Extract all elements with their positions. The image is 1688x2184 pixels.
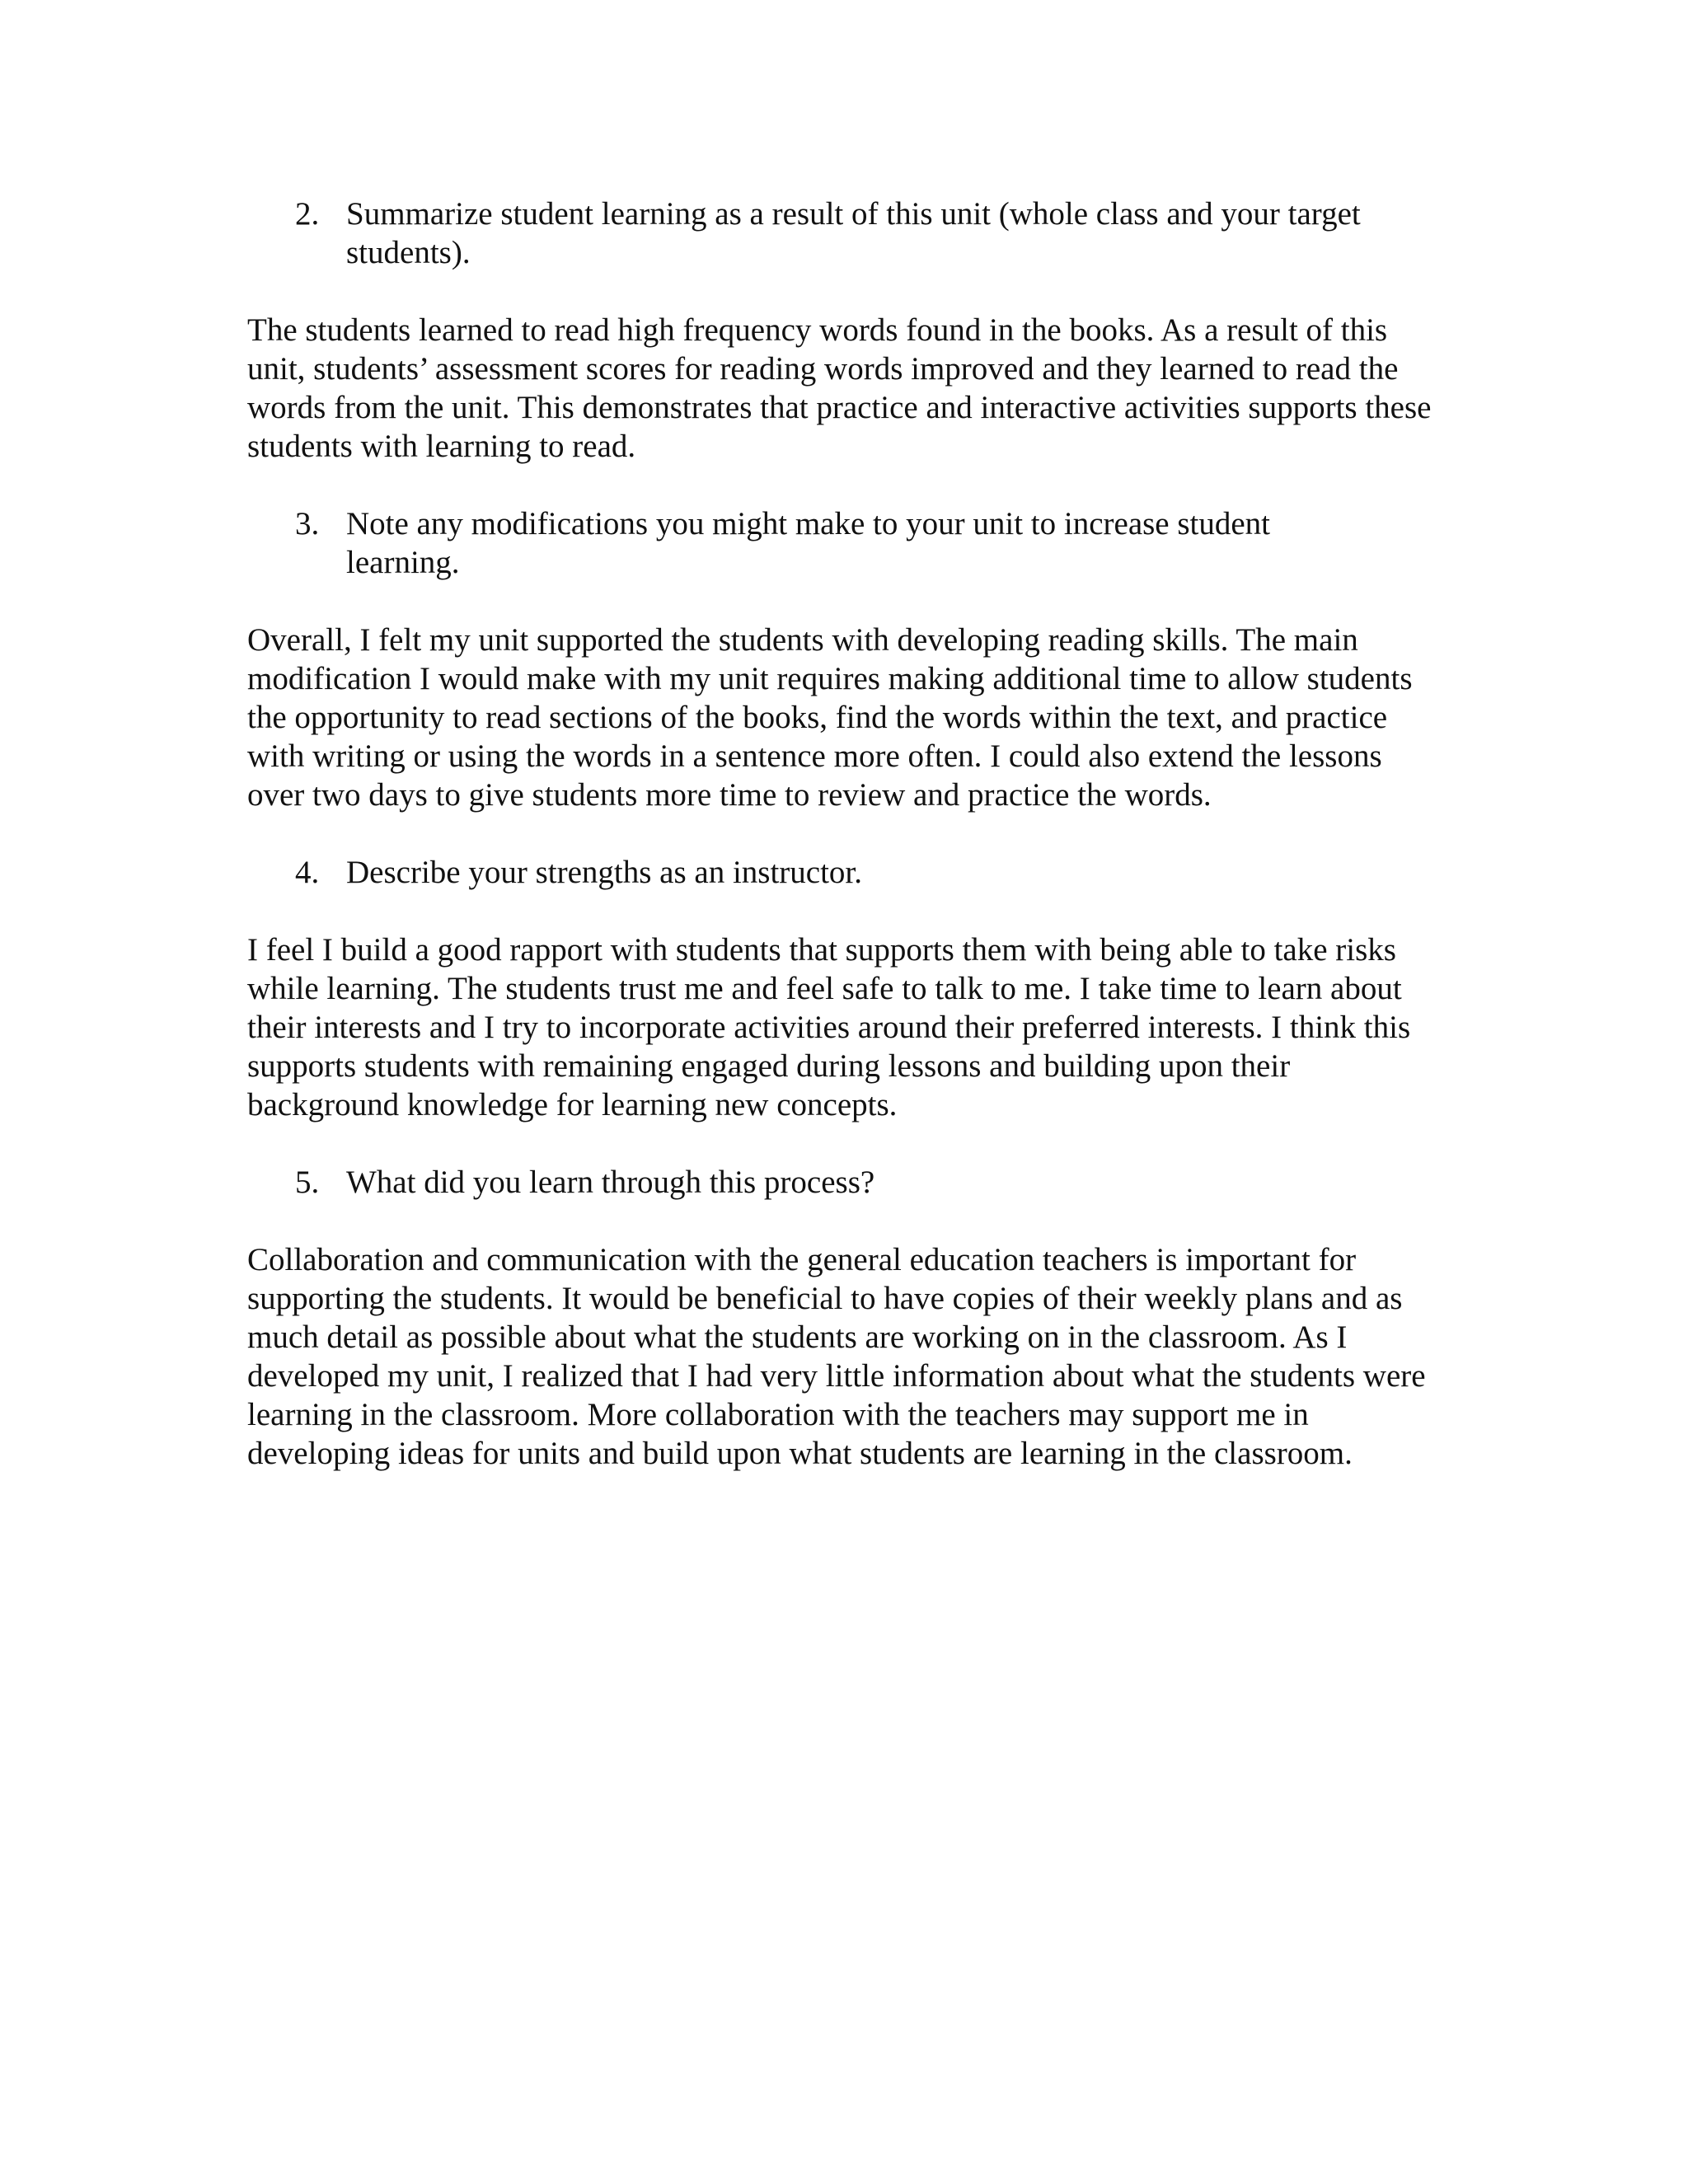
answer-paragraph: Collaboration and communication with the general education teachers is important for supporting the students. It would be beneficial to have copies of their weekly plans and as much detail as possible about what the students are working on in the classroom. As I developed my unit, I realized that I had very little information about what the students were learning in the classroom. More collaboration with the teachers may support me in developing ideas for units and build upon what students are learning in the classroom. bbox=[247, 1242, 1426, 1471]
question-number: 4. bbox=[295, 855, 320, 890]
question-text: What did you learn through this process? bbox=[346, 1165, 875, 1200]
question-number: 5. bbox=[295, 1165, 320, 1200]
document-body bbox=[247, 194, 1442, 1473]
question-text: Summarize student learning as a result of this unit (whole class and your target students). bbox=[346, 196, 1361, 270]
question-5 bbox=[247, 1163, 1367, 1202]
question-3 bbox=[247, 504, 1367, 582]
question-text: Describe your strengths as an instructor. bbox=[346, 855, 863, 890]
answer-paragraph: I feel I build a good rapport with students that supports them with being able to take risks while learning. The students trust me and feel safe to talk to me. I take time to learn about their interests and I try to incorporate activities around their preferred interests. I think this supports students with remaining engaged during lessons and building upon their background knowledge for learning new concepts. bbox=[247, 932, 1411, 1122]
question-number: 3. bbox=[295, 506, 320, 541]
question-4 bbox=[247, 853, 1367, 892]
question-2 bbox=[247, 194, 1367, 272]
question-number: 2. bbox=[295, 196, 320, 232]
answer-paragraph: The students learned to read high frequency words found in the books. As a result of this unit, students’ assessment scores for reading words improved and they learned to read the words from the unit. This demonstrates that practice and interactive activities supports these students with learning to read. bbox=[247, 312, 1432, 464]
question-text: Note any modifications you might make to your unit to increase student learning. bbox=[346, 506, 1271, 580]
answer-paragraph: Overall, I felt my unit supported the students with developing reading skills. The main modification I would make with my unit requires making additional time to allow students the opportunity to read sections of the books, find the words within the text, and practice with writing or using the words in a sentence more often. I could also extend the lessons over two days to give students more time to review and practice the words. bbox=[247, 622, 1413, 813]
